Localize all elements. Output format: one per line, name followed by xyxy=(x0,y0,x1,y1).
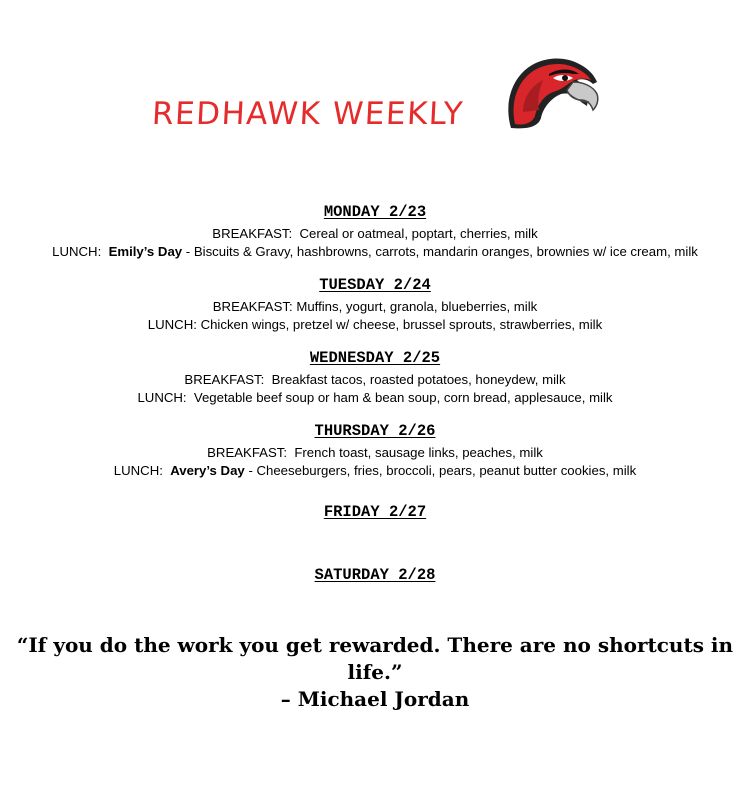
lunch-special-day: Avery’s Day xyxy=(170,463,245,478)
breakfast-line xyxy=(0,225,750,243)
day-heading: MONDAY 2/23 xyxy=(323,203,427,221)
breakfast-line xyxy=(0,298,750,316)
day-heading: SATURDAY 2/28 xyxy=(314,566,436,584)
breakfast-items: Breakfast tacos, roasted potatoes, honeydew, milk xyxy=(271,372,566,387)
breakfast-line xyxy=(0,444,750,462)
day-tuesday xyxy=(0,273,750,334)
lunch-items: Chicken wings, pretzel w/ cheese, brussel sprouts, strawberries, milk xyxy=(200,317,603,332)
newsletter-header xyxy=(0,0,750,150)
breakfast-line xyxy=(0,371,750,389)
lunch-items: - Biscuits & Gravy, hashbrowns, carrots, mandarin oranges, brownies w/ ice cream, milk xyxy=(185,244,698,259)
quote-block xyxy=(0,632,750,713)
lunch-items: Vegetable beef soup or ham & bean soup, corn bread, applesauce, milk xyxy=(193,390,613,405)
lunch-line xyxy=(0,462,750,480)
lunch-label: LUNCH: xyxy=(52,244,102,259)
breakfast-items: Muffins, yogurt, granola, blueberries, milk xyxy=(296,299,538,314)
weekly-menu xyxy=(0,200,750,588)
day-heading: FRIDAY 2/27 xyxy=(323,503,427,521)
breakfast-label: BREAKFAST: xyxy=(212,299,293,314)
lunch-line xyxy=(0,316,750,334)
lunch-special-day: Emily’s Day xyxy=(108,244,183,259)
day-heading: THURSDAY 2/26 xyxy=(314,422,436,440)
lunch-line xyxy=(0,243,750,261)
breakfast-label: BREAKFAST: xyxy=(184,372,265,387)
day-saturday xyxy=(0,563,750,588)
day-heading: TUESDAY 2/24 xyxy=(319,276,431,294)
breakfast-label: BREAKFAST: xyxy=(207,445,288,460)
quote-text: “If you do the work you get rewarded. There are no shortcuts in life.” xyxy=(16,633,734,684)
lunch-label: LUNCH: xyxy=(147,317,197,332)
lunch-label: LUNCH: xyxy=(137,390,187,405)
day-friday xyxy=(0,500,750,525)
day-monday xyxy=(0,200,750,261)
redhawk-mascot-icon xyxy=(503,52,603,132)
day-heading: WEDNESDAY 2/25 xyxy=(309,349,441,367)
lunch-line xyxy=(0,389,750,407)
newsletter-title: REDHAWK WEEKLY xyxy=(151,96,465,132)
lunch-items: - Cheeseburgers, fries, broccoli, pears, peanut butter cookies, milk xyxy=(248,463,637,478)
lunch-label: LUNCH: xyxy=(113,463,163,478)
day-thursday xyxy=(0,419,750,480)
breakfast-items: French toast, sausage links, peaches, milk xyxy=(294,445,543,460)
quote-author: – Michael Jordan xyxy=(280,687,470,711)
day-wednesday xyxy=(0,346,750,407)
breakfast-label: BREAKFAST: xyxy=(212,226,293,241)
breakfast-items: Cereal or oatmeal, poptart, cherries, milk xyxy=(299,226,538,241)
